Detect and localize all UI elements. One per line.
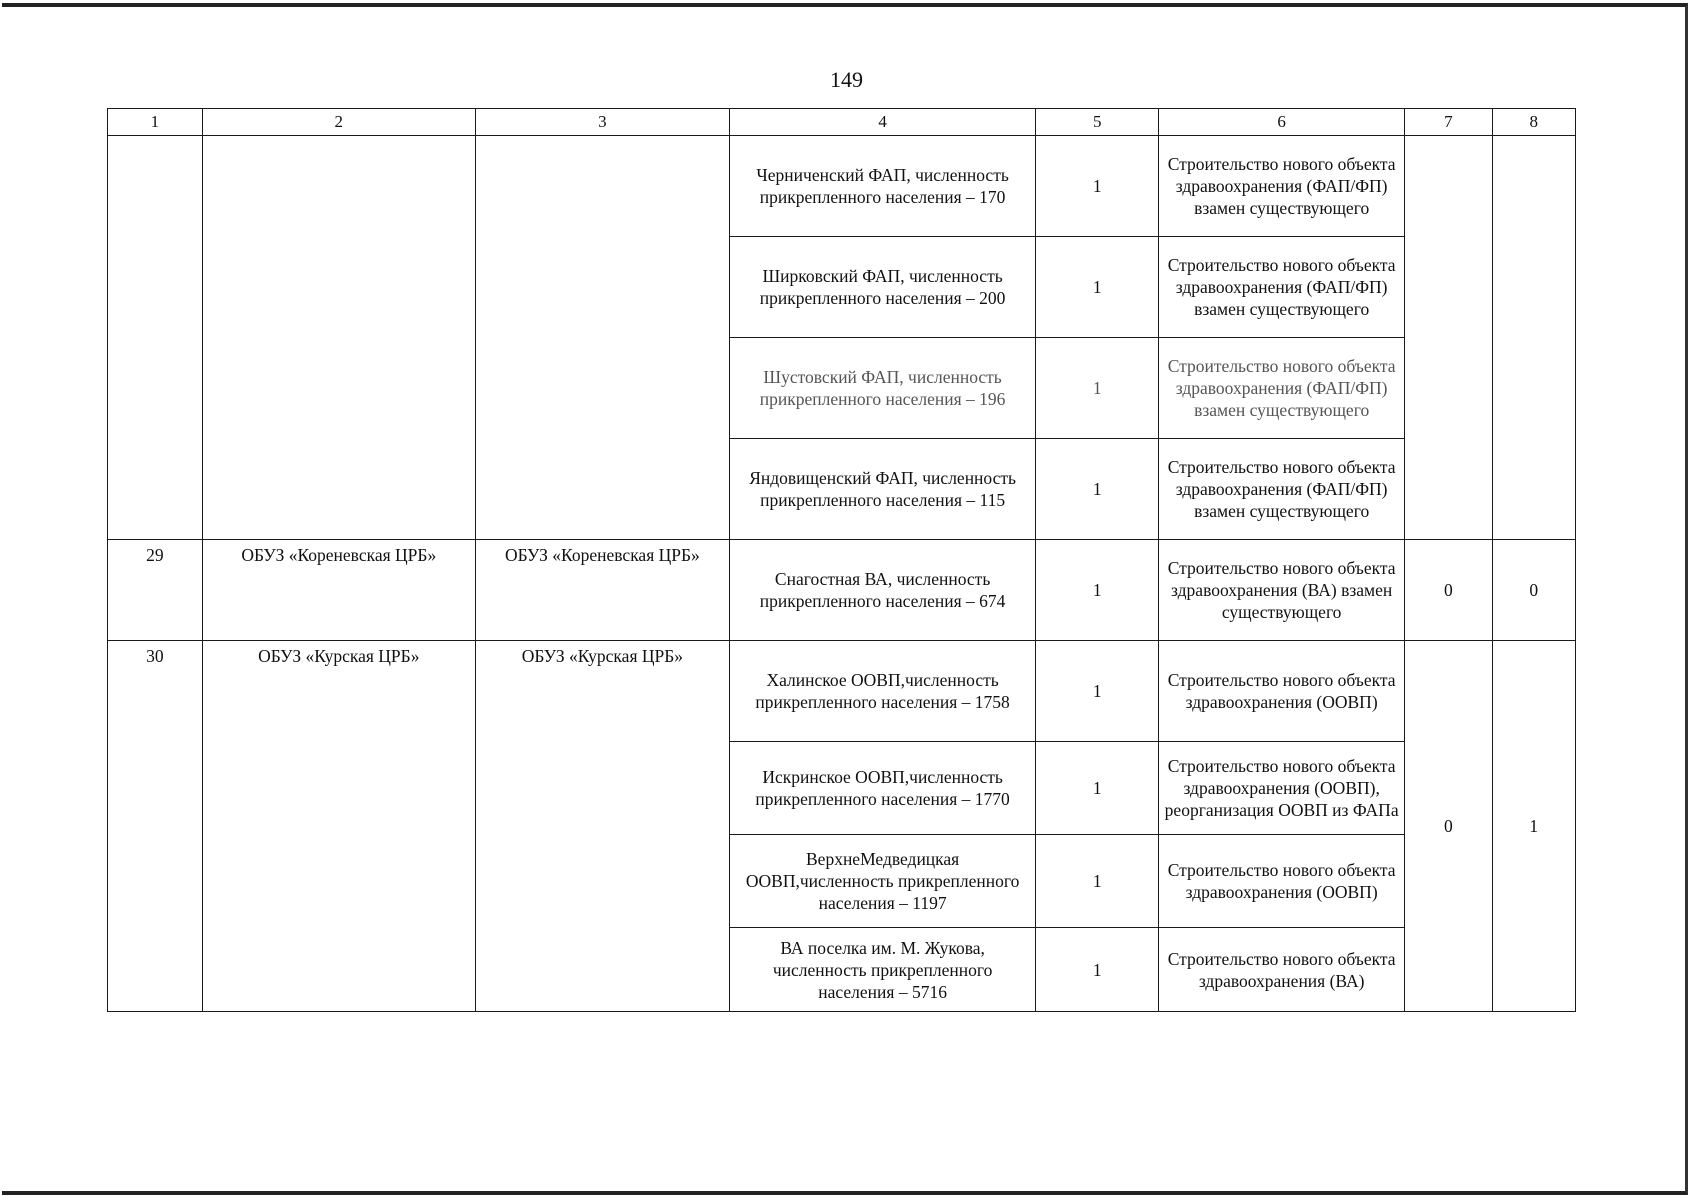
action-cell: Строительство нового объекта здравоохранения (ООВП), реорганизация ООВП из ФАПа	[1159, 742, 1405, 835]
organization-cell	[202, 136, 475, 540]
facility-cell: Искринское ООВП,численность прикрепленного населения – 1770	[729, 742, 1035, 835]
action-cell: Строительство нового объекта здравоохранения (ФАП/ФП) взамен существующего	[1159, 136, 1405, 237]
facility-cell: ВерхнеМедведицкая ООВП,численность прикрепленного населения – 1197	[729, 835, 1035, 928]
organization-cell	[475, 136, 729, 540]
document-table	[107, 108, 1576, 1012]
header-cell: 7	[1405, 109, 1493, 136]
quantity-cell: 1	[1036, 237, 1159, 338]
facility-cell: Черниченский ФАП, численность прикрепленного населения – 170	[729, 136, 1035, 237]
row-number-cell: 30	[108, 641, 203, 1012]
header-cell: 6	[1159, 109, 1405, 136]
header-cell: 8	[1492, 109, 1575, 136]
quantity-cell: 1	[1036, 439, 1159, 540]
facility-cell: Снагостная ВА, численность прикрепленного населения – 674	[729, 540, 1035, 641]
quantity-cell: 1	[1036, 641, 1159, 742]
quantity-cell: 1	[1036, 338, 1159, 439]
quantity-cell: 1	[1036, 540, 1159, 641]
quantity-cell: 1	[1036, 136, 1159, 237]
facility-cell: Шустовский ФАП, численность прикрепленного населения – 196	[729, 338, 1035, 439]
facility-cell: Яндовищенский ФАП, численность прикрепленного населения – 115	[729, 439, 1035, 540]
action-cell: Строительство нового объекта здравоохранения (ФАП/ФП) взамен существующего	[1159, 237, 1405, 338]
action-cell: Строительство нового объекта здравоохранения (ВА)	[1159, 928, 1405, 1012]
col7-cell: 0	[1405, 641, 1493, 1012]
table-row	[108, 641, 1576, 742]
col7-cell: 0	[1405, 540, 1493, 641]
quantity-cell: 1	[1036, 835, 1159, 928]
organization-cell: ОБУЗ «Кореневская ЦРБ»	[475, 540, 729, 641]
facility-cell: Халинское ООВП,численность прикрепленного населения – 1758	[729, 641, 1035, 742]
row-number-cell: 29	[108, 540, 203, 641]
action-cell: Строительство нового объекта здравоохранения (ФАП/ФП) взамен существующего	[1159, 338, 1405, 439]
col8-cell: 1	[1492, 641, 1575, 1012]
action-cell: Строительство нового объекта здравоохранения (ВА) взамен существующего	[1159, 540, 1405, 641]
action-cell: Строительство нового объекта здравоохранения (ООВП)	[1159, 641, 1405, 742]
page-number: 149	[830, 67, 863, 92]
quantity-cell: 1	[1036, 928, 1159, 1012]
col7-cell	[1405, 136, 1493, 540]
header-cell: 2	[202, 109, 475, 136]
row-number-cell	[108, 136, 203, 540]
col8-cell	[1492, 136, 1575, 540]
organization-cell: ОБУЗ «Курская ЦРБ»	[202, 641, 475, 1012]
header-cell: 4	[729, 109, 1035, 136]
facility-cell: Ширковский ФАП, численность прикрепленного населения – 200	[729, 237, 1035, 338]
col8-cell: 0	[1492, 540, 1575, 641]
header-cell: 1	[108, 109, 203, 136]
organization-cell: ОБУЗ «Кореневская ЦРБ»	[202, 540, 475, 641]
header-cell: 3	[475, 109, 729, 136]
table-row	[108, 136, 1576, 237]
header-cell: 5	[1036, 109, 1159, 136]
header-row	[108, 109, 1576, 136]
action-cell: Строительство нового объекта здравоохранения (ООВП)	[1159, 835, 1405, 928]
quantity-cell: 1	[1036, 742, 1159, 835]
action-cell: Строительство нового объекта здравоохранения (ФАП/ФП) взамен существующего	[1159, 439, 1405, 540]
facility-cell: ВА поселка им. М. Жукова, численность прикрепленного населения – 5716	[729, 928, 1035, 1012]
organization-cell: ОБУЗ «Курская ЦРБ»	[475, 641, 729, 1012]
table-row	[108, 540, 1576, 641]
